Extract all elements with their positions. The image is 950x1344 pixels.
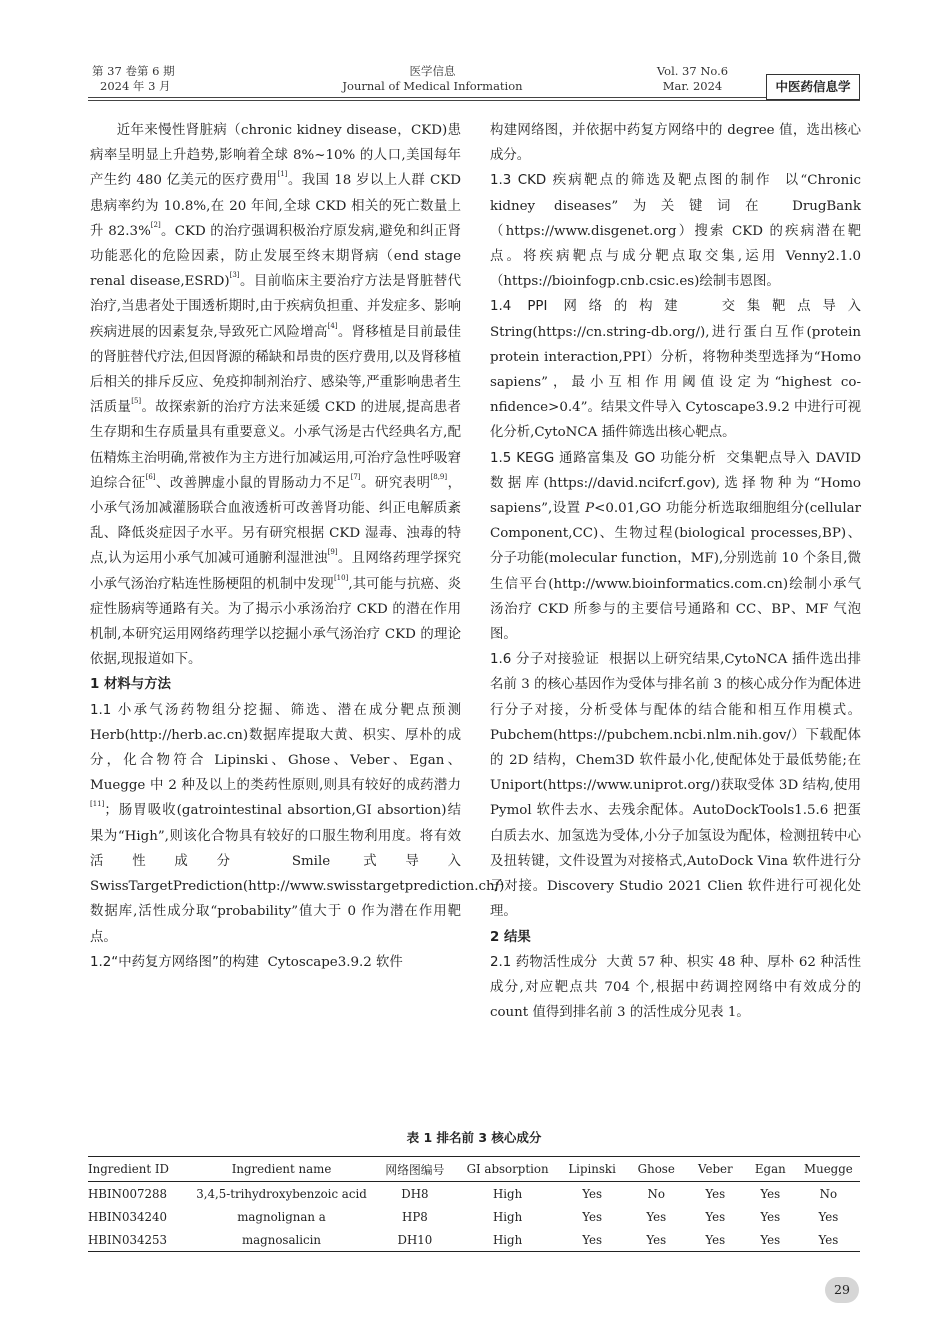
subsection-1-1: 1.1 小承气汤药物组分挖掘、筛选、潜在成分靶点预测 Herb(http://herb.ac.cn)数据库提取大黄、枳实、厚朴的成分，化合物符合 Lipinski、Ghose、Veber、Egan、Muegge 中 2 种及以上的类药性原则,则具有较好的成药潜力[11]；肠胃吸收(gatrointestinal absortion,GI absortion)结果为“High”,则该化合物具有较好的口服生物利用度。将有效活性成分 Smile 式导入 SwissTargetPrediction(http://www.swisstargetprediction.ch/)数据库,活性成分取“probability”值大于 0 作为潜在作用靶点。 <box>90 702 505 945</box>
table-cell: Yes <box>582 1209 603 1224</box>
table-cell: 3,4,5-trihydroxybenzoic acid <box>196 1186 367 1201</box>
journal-name-cn: 医学信息 <box>409 64 456 78</box>
table-cell: Yes <box>818 1209 839 1224</box>
table-cell: Yes <box>760 1209 781 1224</box>
journal-name-en: Journal of Medical Information <box>342 79 523 93</box>
volume-issue: 第 37 卷第 6 期 <box>92 64 175 78</box>
subsection-2-1: 2.1 药物活性成分 大黄 57 种、枳实 48 种、厚朴 62 种活性成分,对应靶点共 704 个,根据中药调控网络中有效成分的 count 值得到排名前 3 的活性成分见表 1。 <box>490 954 862 1021</box>
table-header-cell: Veber <box>687 1157 744 1182</box>
table-cell: Yes <box>626 1228 687 1252</box>
table-header-cell: Ingredient ID <box>88 1157 190 1182</box>
subsection-1-4: 1.4 PPI 网络的构建 交集靶点导入 String(https://cn.string-db.org/),进行蛋白互作(protein protein interaction,PPI）分析，将物种类型选择为“Homo sapiens”，最小互相作用阈值设定为“highest co-nfidence>0.4”。结果文件导入 Cytoscape3.9.2 中进行可视化分析,CytoNCA 插件筛选出核心靶点。 <box>490 299 861 441</box>
left-column <box>90 118 505 975</box>
table-cell: HP8 <box>402 1209 428 1224</box>
table-cell: Yes <box>760 1186 781 1201</box>
core-ingredients-table <box>88 1156 860 1252</box>
subsection-1-3: 1.3 CKD 疾病靶点的筛选及靶点图的制作 以“Chronic kidney diseases”为关键词在 DrugBank（https://www.disgenet.org）搜索 CKD 的疾病潜在靶点。将疾病靶点与成分靶点取交集,运用 Venny2.1.0（https://bioinfogp.cnb.csic.es)绘制韦恩图。 <box>490 173 862 290</box>
table-header-cell: Lipinski <box>559 1157 626 1182</box>
table-cell: Yes <box>797 1228 860 1252</box>
section-badge: 中医药信息学 <box>766 74 860 100</box>
table-cell: Yes <box>705 1186 726 1201</box>
subsection-1-2-continued: 构建网络图，并依据中药复方网络中的 degree 值，选出核心成分。 <box>490 123 861 164</box>
table-cell: Yes <box>687 1228 744 1252</box>
table-cell: Yes <box>646 1209 667 1224</box>
table-header-cell: 网络图编号 <box>373 1157 457 1182</box>
subsection-1-5: 1.5 KEGG 通路富集及 GO 功能分析 交集靶点导入 DAVID 数据库(https://david.ncifcrf.gov),选择物种为“Homo sapiens”,设置 P<0.01,GO 功能分析选取细胞组分(cellular Component,CC)、生物过程(biological processes,BP)、分子功能(molecular function，MF),分别选前 10 个条目,微生信平台(http://www.bioinformatics.com.cn)绘制小承气汤治疗 CKD 所参与的主要信号通路和 CC、BP、MF 气泡图。 <box>490 450 862 643</box>
running-header-right <box>640 64 745 94</box>
table-row <box>88 1228 860 1252</box>
header-rule <box>88 97 860 98</box>
subsection-1-2: 1.2“中药复方网络图”的构建 Cytoscape3.9.2 软件 <box>90 954 403 970</box>
table-cell: No <box>647 1186 665 1201</box>
table-header-cell: Muegge <box>797 1157 860 1182</box>
table-cell: HBIN034240 <box>88 1209 167 1224</box>
table-cell: Yes <box>559 1228 626 1252</box>
header-rule-thin <box>88 100 860 101</box>
volume-issue-en: Vol. 37 No.6 <box>656 64 729 78</box>
intro-paragraph: 近年来慢性肾脏病（chronic kidney disease，CKD)患病率呈明显上升趋势,影响着全球 8%~10% 的人口,美国每年产生约 480 亿美元的医疗费用[1]。我国 18 岁以上人群 CKD 患病率约为 10.8%,在 20 年间,全球 CKD 相关的死亡数量上升 82.3%[2]。CKD 的治疗强调积极治疗原发病,避免和纠正肾功能恶化的危险因素，防止发展至终末期肾病（end stage renal disease,ESRD)[3]。目前临床主要治疗方法是肾脏替代治疗,当患者处于围透析期时,由于疾病负担重、并发症多、影响疾病进展的因素复杂,导致死亡风险增高[4]。肾移植是目前最佳的肾脏替代疗法,但因肾源的稀缺和昂贵的医疗费用,以及肾移植后相关的排斥反应、免疫抑制剂治疗、感染等,严重影响患者生活质量[5]。故探索新的治疗方法来延缓 CKD 的进展,提高患者生存期和生存质量具有重要意义。小承气汤是古代经典名方,配伍精炼主治明确,常被作为主方进行加减运用,可治疗急性呼吸窘迫综合征[6]、改善脾虚小鼠的胃肠动力不足[7]。研究表明[8,9]，小承气汤加减灌肠联合血液透析可改善肾功能、纠正电解质紊乱、降低炎症因子水平。另有研究根据 CKD 湿毒、浊毒的特点,认为运用小承气加减可通腑利湿泄浊[9]。且网络药理学探究小承气汤治疗粘连性肠梗阻的机制中发现[10],其可能与抗癌、炎症性肠病等通路有关。为了揭示小承汤治疗 CKD 的潜在作用机制,本研究运用网络药理学以挖掘小承气汤治疗 CKD 的理论依据,现报道如下。 <box>90 123 462 668</box>
subsection-1-6: 1.6 分子对接验证 根据以上研究结果,CytoNCA 插件选出排名前 3 的核心基因作为受体与排名前 3 的核心成分作为配体进行分子对接，分析受体与配体的结合能和相互作用模式。Pubchem(https://pubchem.ncbi.nlm.nih.gov/）下载配体的 2D 结构，Chem3D 软件最小化,使配体处于最低势能;在 Uniport(https://www.uniprot.org/)获取受体 3D 结构,使用 Pymol 软件去水、去残余配体。AutoDockTools1.5.6 把蛋白质去水、加氢选为受体,小分子加氢设为配体，检测扭转中心及扭转键，文件设置为对接格式,AutoDock Vina 软件进行分子对接。Discovery Studio 2021 Clien 软件进行可视化处理。 <box>490 652 862 920</box>
table-cell: High <box>492 1186 523 1201</box>
table-cell: Yes <box>705 1209 726 1224</box>
table-cell: High <box>457 1228 559 1252</box>
table-cell: No <box>819 1186 838 1201</box>
table-header-row <box>88 1157 860 1182</box>
running-header-journal <box>300 64 565 94</box>
table-header-cell: Egan <box>744 1157 797 1182</box>
table-cell: magnolignan a <box>237 1209 326 1224</box>
table-cell: Yes <box>744 1228 797 1252</box>
section-heading-results: 2 结果 <box>490 929 531 945</box>
section-heading-methods: 1 材料与方法 <box>90 677 171 693</box>
table-row <box>88 1205 860 1228</box>
table-header-cell: Ingredient name <box>190 1157 373 1182</box>
table-cell: DH8 <box>401 1186 429 1201</box>
table-cell: DH10 <box>373 1228 457 1252</box>
table-header-cell: GI absorption <box>457 1157 559 1182</box>
running-header-left <box>92 64 175 94</box>
table-row <box>88 1182 860 1206</box>
table-cell: HBIN034253 <box>88 1228 190 1252</box>
table-header-cell: Ghose <box>626 1157 687 1182</box>
right-column <box>490 118 861 1025</box>
table-cell: Yes <box>582 1186 603 1201</box>
table-cell: magnosalicin <box>190 1228 373 1252</box>
publication-date-en: Mar. 2024 <box>662 79 723 93</box>
publication-date: 2024 年 3 月 <box>100 79 171 93</box>
table-cell: HBIN007288 <box>88 1186 167 1201</box>
page-number: 29 <box>825 1277 859 1303</box>
table-caption: 表 1 排名前 3 核心成分 <box>406 1130 542 1145</box>
table-cell: High <box>492 1209 523 1224</box>
